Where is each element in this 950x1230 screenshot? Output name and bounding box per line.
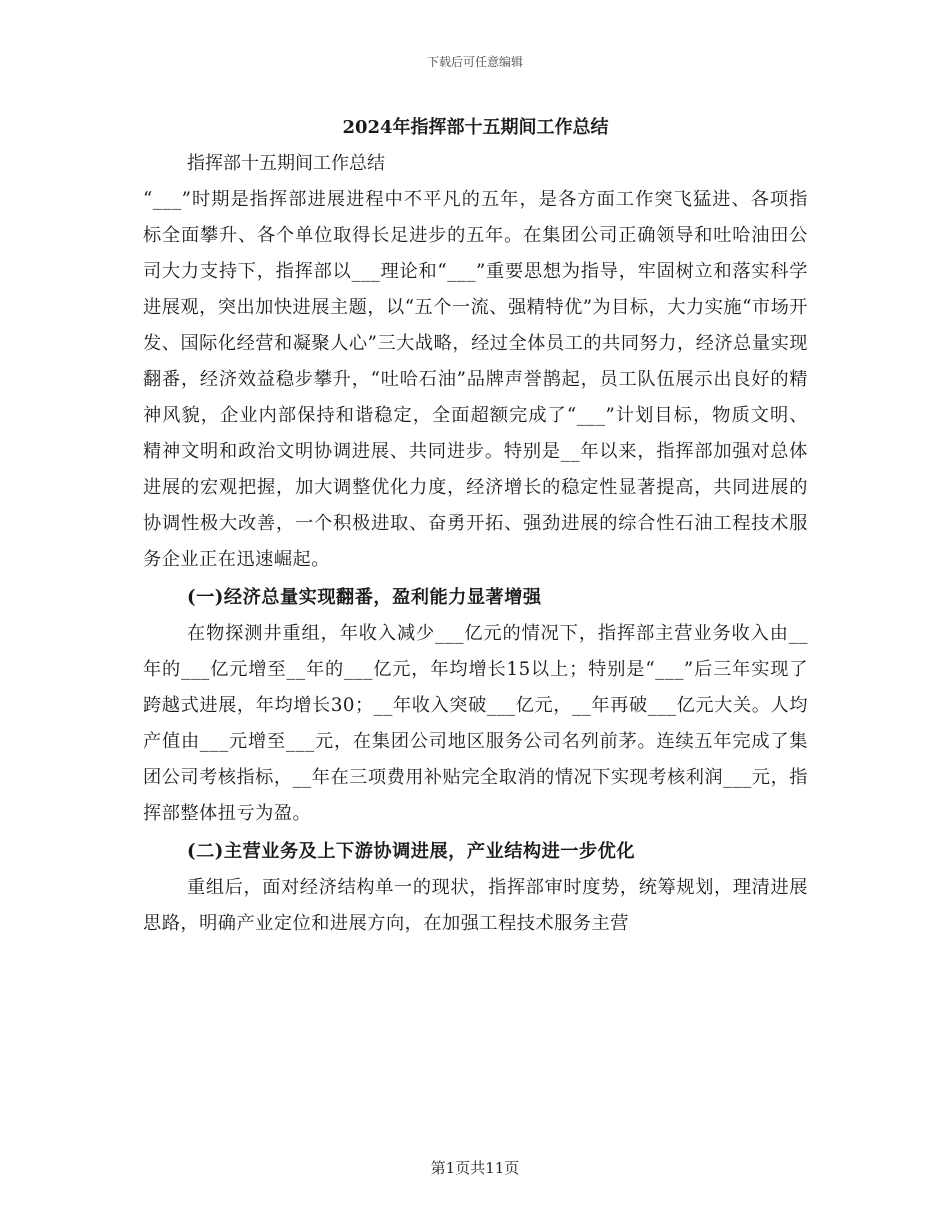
- section-2-heading: (二)主营业务及上下游协调进展，产业结构进一步优化: [187, 841, 636, 862]
- section-1-heading: (一)经济总量实现翻番，盈利能力显著增强: [187, 587, 542, 608]
- document-title: 2024年指挥部十五期间工作总结: [342, 117, 609, 138]
- page-number-footer: 第1页共11页: [430, 1159, 520, 1177]
- document-body: [143, 110, 808, 942]
- page-header-note: 下载后可任意编辑: [426, 55, 523, 69]
- intro-paragraph: “___”时期是指挥部进展进程中不平凡的五年，是各方面工作突飞猛进、各项指标全面攀升、各个单位取得长足进步的五年。在集团公司正确领导和吐哈油田公司大力支持下，指挥部以___理论和“___”重要思想为指导，牢固树立和落实科学进展观，突出加快进展主题，以“五个一流、强精特优”为目标，大力实施“市场开发、国际化经营和凝聚人心”三大战略，经过全体员工的共同努力，经济总量实现翻番，经济效益稳步攀升，“吐哈石油”品牌声誉鹊起，员工队伍展示出良好的精神风貌，企业内部保持和谐稳定，全面超额完成了“___”计划目标，物质文明、精神文明和政治文明协调进展、共同进步。特别是__年以来，指挥部加强对总体进展的宏观把握，加大调整优化力度，经济增长的稳定性显著提高，共同进展的协调性极大改善，一个积极进取、奋勇开拓、强劲进展的综合性石油工程技术服务企业正在迅速崛起。: [143, 189, 808, 570]
- document-subtitle: 指挥部十五期间工作总结: [187, 153, 385, 174]
- section-1-paragraph: 在物探测井重组，年收入减少___亿元的情况下，指挥部主营业务收入由__年的___亿元增至__年的___亿元，年均增长15以上；特别是“___”后三年实现了跨越式进展，年均增长30；__年收入突破___亿元，__年再破___亿元大关。人均产值由___元增至___元，在集团公司地区服务公司名列前茅。连续五年完成了集团公司考核指标，__年在三项费用补贴完全取消的情况下实现考核利润___元，指挥部整体扭亏为盈。: [143, 623, 808, 824]
- section-2-paragraph: 重组后，面对经济结构单一的现状，指挥部审时度势，统筹规划，理清进展思路，明确产业定位和进展方向，在加强工程技术服务主营: [143, 877, 808, 934]
